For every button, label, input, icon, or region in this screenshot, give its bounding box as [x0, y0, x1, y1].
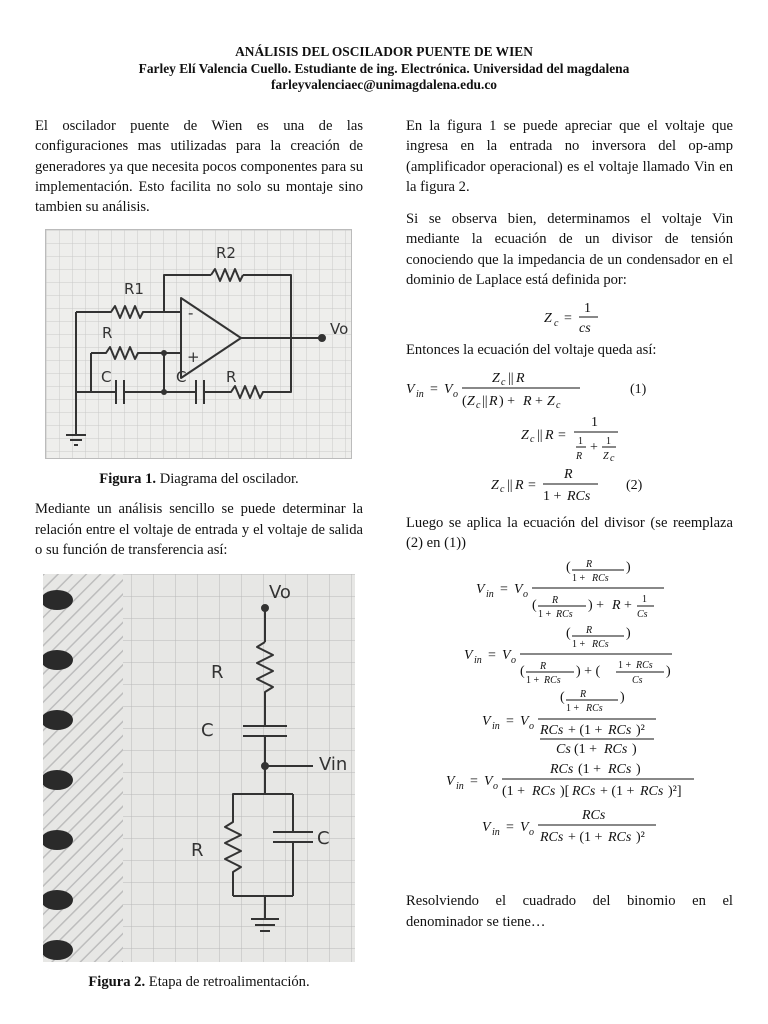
- svg-text:RCs: RCs: [544, 675, 561, 687]
- svg-text:RCs: RCs: [556, 609, 573, 621]
- voltage-equation-intro: Entonces la ecuación del voltaje queda así:: [406, 342, 657, 359]
- equation-step-5: [406, 805, 733, 849]
- svg-text:(1 +: (1 +: [574, 742, 598, 758]
- svg-text:RCs: RCs: [608, 762, 632, 778]
- svg-text:(: (: [560, 690, 565, 706]
- svg-text:=: =: [506, 714, 514, 730]
- svg-text:RCs: RCs: [592, 573, 609, 585]
- svg-text:=: =: [564, 311, 572, 327]
- svg-text:RCs: RCs: [532, 784, 556, 800]
- svg-text:R: R: [576, 450, 583, 462]
- svg-text:(1 +: (1 +: [578, 762, 602, 778]
- svg-text:V: V: [502, 648, 511, 664]
- vin-intro-paragraph: En la figura 1 se puede apreciar que el voltaje que ingresa en la entrada no inversora del op-amp (amplificador operacional) es el voltaje llamado Vin en la figura 2.: [406, 118, 733, 195]
- svg-text:||: ||: [482, 393, 488, 409]
- svg-text:V: V: [476, 582, 485, 598]
- svg-text:RCs: RCs: [608, 830, 632, 846]
- svg-text:1 +: 1 +: [538, 609, 552, 621]
- svg-text:): ): [626, 560, 631, 576]
- paper-authors: Farley Elí Valencia Cuello. Estudiante de ing. Electrónica. Universidad del magdalena: [138, 60, 630, 76]
- svg-text:)²]: )²]: [668, 784, 682, 800]
- svg-text:o: o: [453, 388, 458, 400]
- figure-2-caption: [35, 972, 363, 992]
- equation-capacitor-impedance: [406, 296, 733, 338]
- equation-step-2: [406, 623, 733, 687]
- svg-text:): ): [666, 664, 671, 680]
- paper-title: ANÁLISIS DEL OSCILADOR PUENTE DE WIEN: [235, 44, 533, 59]
- svg-text:V: V: [520, 714, 529, 730]
- svg-text:RCs: RCs: [572, 784, 596, 800]
- svg-text:1 +: 1 +: [572, 573, 586, 585]
- svg-text:in: in: [486, 589, 494, 601]
- svg-text:1: 1: [591, 414, 598, 430]
- svg-text:R: R: [516, 370, 525, 386]
- svg-text:Z: Z: [544, 311, 552, 327]
- svg-text:o: o: [493, 781, 498, 793]
- svg-text:)[: )[: [560, 784, 570, 800]
- svg-text:=: =: [470, 774, 478, 790]
- equation-step-4: [406, 759, 733, 803]
- svg-text:(: (: [520, 664, 525, 680]
- svg-text:(: (: [532, 598, 537, 614]
- svg-text:+ (1 +: + (1 +: [600, 784, 635, 800]
- svg-text:RCs: RCs: [540, 830, 564, 846]
- fig1-label-r3: R: [226, 368, 237, 387]
- svg-text:RCs: RCs: [608, 723, 632, 739]
- svg-text:): ): [620, 690, 625, 706]
- svg-text:RCs: RCs: [582, 808, 606, 824]
- fig2-label-vo: Vo: [269, 582, 291, 604]
- svg-text:in: in: [474, 655, 482, 667]
- svg-text:c: c: [554, 318, 559, 330]
- equation-1: [406, 365, 733, 409]
- figure-2-caption-text: Etapa de retroalimentación.: [145, 974, 310, 991]
- svg-text:cs: cs: [579, 321, 591, 337]
- fig1-label-c2: C: [176, 368, 187, 387]
- svg-text:V: V: [482, 714, 491, 730]
- fig1-label-plus: +: [187, 348, 200, 367]
- fig2-label-r: R: [211, 662, 224, 684]
- svg-text:V: V: [464, 648, 473, 664]
- svg-text:o: o: [529, 721, 534, 733]
- svg-text:Cs: Cs: [556, 742, 571, 758]
- svg-text:Z: Z: [467, 393, 475, 409]
- svg-text:1: 1: [606, 435, 611, 447]
- svg-text:) + (: ) + (: [576, 664, 601, 680]
- fig1-label-r: R: [102, 324, 113, 343]
- svg-text:R: R: [612, 598, 621, 614]
- paper-header: [0, 44, 768, 94]
- left-column: [35, 116, 363, 992]
- svg-text:): ): [632, 742, 637, 758]
- equation-parallel-impedance: [406, 411, 733, 463]
- svg-text:||: ||: [537, 427, 543, 443]
- figure-2-feedback-stage: [43, 574, 355, 962]
- svg-text:Z: Z: [547, 393, 555, 409]
- right-column: [406, 116, 733, 932]
- svg-text:R: R: [515, 477, 524, 493]
- svg-text:in: in: [492, 827, 500, 839]
- svg-text:R: R: [580, 689, 587, 701]
- svg-text:Z: Z: [521, 427, 529, 443]
- svg-text:(: (: [462, 393, 467, 409]
- svg-text:+ (1 +: + (1 +: [568, 830, 603, 846]
- svg-text:R: R: [586, 559, 593, 571]
- svg-text:1 +: 1 +: [618, 660, 632, 672]
- svg-text:o: o: [511, 655, 516, 667]
- fig2-label-vin: Vin: [319, 754, 348, 776]
- svg-text:V: V: [520, 820, 529, 836]
- svg-text:in: in: [416, 388, 424, 400]
- svg-text:R: R: [523, 393, 532, 409]
- svg-text:+: +: [535, 393, 543, 409]
- svg-text:||: ||: [507, 477, 513, 493]
- intro-paragraph: El oscilador puente de Wien es una de las configuraciones mas utilizadas para la creación de generadores ya que necesita pocos componentes para su implementación. Esto facilita no solo su montaje sino tambien su análisis.: [35, 118, 363, 216]
- svg-text:RCs: RCs: [540, 723, 564, 739]
- fig2-label-c: C: [201, 720, 214, 742]
- svg-text:RCs: RCs: [604, 742, 628, 758]
- svg-text:c: c: [500, 483, 505, 495]
- svg-text:c: c: [610, 452, 615, 463]
- svg-text:Z: Z: [492, 370, 500, 386]
- svg-text:c: c: [530, 433, 535, 445]
- svg-text:R: R: [489, 393, 498, 409]
- svg-text:o: o: [529, 827, 534, 839]
- svg-text:Z: Z: [603, 450, 609, 462]
- svg-text:RCs: RCs: [550, 762, 574, 778]
- svg-text:R: R: [564, 466, 573, 482]
- svg-text:1: 1: [584, 301, 591, 317]
- svg-text:RCs: RCs: [592, 639, 609, 651]
- svg-text:V: V: [406, 381, 415, 397]
- figure-1-caption-text: Diagrama del oscilador.: [156, 471, 299, 488]
- svg-text:+: +: [590, 439, 598, 455]
- svg-text:RCs: RCs: [636, 660, 653, 672]
- svg-text:(: (: [566, 626, 571, 642]
- svg-text:R: R: [545, 427, 554, 443]
- svg-text:o: o: [523, 589, 528, 601]
- svg-text:R: R: [586, 625, 593, 637]
- svg-text:=: =: [430, 381, 438, 397]
- svg-text:): ): [636, 762, 641, 778]
- svg-text:Cs: Cs: [632, 675, 643, 687]
- svg-text:c: c: [556, 399, 561, 409]
- svg-text:c: c: [476, 399, 481, 409]
- svg-text:c: c: [501, 376, 506, 388]
- svg-text:V: V: [482, 820, 491, 836]
- svg-text:=: =: [488, 648, 496, 664]
- substitution-paragraph: Luego se aplica la ecuación del divisor (se reemplaza (2) en (1)): [406, 514, 733, 551]
- figure-1-oscillator-diagram: [45, 229, 352, 459]
- svg-text:)²: )²: [636, 723, 645, 739]
- divisor-paragraph: Si se observa bien, determinamos el voltaje Vin mediante la ecuación de un divisor de tensión conociendo que la impedancia de un condensador en el dominio de Laplace está definida por:: [406, 211, 733, 289]
- fig1-label-r2: R2: [216, 244, 236, 263]
- binomial-paragraph: Resolviendo el cuadrado del binomio en el denominador se tiene…: [406, 893, 733, 930]
- svg-text:): ): [626, 626, 631, 642]
- svg-text:1 +: 1 +: [526, 675, 540, 687]
- fig2-label-r-parallel: R: [191, 840, 204, 862]
- svg-text:in: in: [492, 721, 500, 733]
- svg-text:+ (1 +: + (1 +: [568, 723, 603, 739]
- fig1-label-minus: -: [188, 304, 194, 323]
- svg-text:Cs: Cs: [637, 609, 648, 621]
- svg-text:R: R: [552, 595, 559, 607]
- svg-text:in: in: [456, 781, 464, 793]
- svg-text:=: =: [500, 582, 508, 598]
- svg-text:) +: ) +: [588, 598, 605, 614]
- fig1-label-r1: R1: [124, 280, 144, 299]
- paper-email: farleyvalenciaec@unimagdalena.edu.co: [271, 77, 497, 92]
- fig1-label-c1: C: [101, 368, 112, 387]
- fig1-label-vo: Vo: [330, 320, 349, 339]
- equation-step-3: [406, 687, 733, 757]
- svg-text:1: 1: [642, 594, 647, 606]
- svg-text:)²: )²: [636, 830, 645, 846]
- equation-step-1: [406, 557, 733, 621]
- svg-text:||: ||: [508, 370, 514, 386]
- svg-text:1 +: 1 +: [543, 488, 562, 504]
- equation-2-number: (2): [626, 477, 643, 493]
- figure-1-caption: [35, 469, 363, 489]
- svg-text:(1 +: (1 +: [502, 784, 526, 800]
- svg-text:V: V: [484, 774, 493, 790]
- svg-text:) +: ) +: [499, 393, 516, 409]
- svg-text:1: 1: [578, 435, 583, 447]
- fig2-label-c-parallel: C: [317, 828, 330, 850]
- svg-text:RCs: RCs: [586, 703, 603, 715]
- svg-text:+: +: [624, 598, 632, 614]
- figure-2-label: Figura 2.: [88, 974, 146, 991]
- equation-2: [406, 465, 733, 505]
- svg-text:=: =: [506, 820, 514, 836]
- svg-text:Z: Z: [491, 477, 499, 493]
- svg-text:RCs: RCs: [567, 488, 591, 504]
- figure-1-label: Figura 1.: [99, 471, 157, 488]
- transfer-paragraph: Mediante un análisis sencillo se puede determinar la relación entre el voltaje de entrada y el voltaje de salida o su función de transferencia así:: [35, 501, 363, 559]
- svg-text:V: V: [446, 774, 455, 790]
- svg-text:=: =: [528, 477, 536, 493]
- svg-text:=: =: [558, 427, 566, 443]
- svg-text:V: V: [444, 381, 453, 397]
- equation-1-number: (1): [630, 381, 647, 397]
- svg-text:(: (: [566, 560, 571, 576]
- svg-text:R: R: [540, 661, 547, 673]
- svg-text:RCs: RCs: [640, 784, 664, 800]
- svg-text:1 +: 1 +: [566, 703, 580, 715]
- svg-text:V: V: [514, 582, 523, 598]
- svg-text:1 +: 1 +: [572, 639, 586, 651]
